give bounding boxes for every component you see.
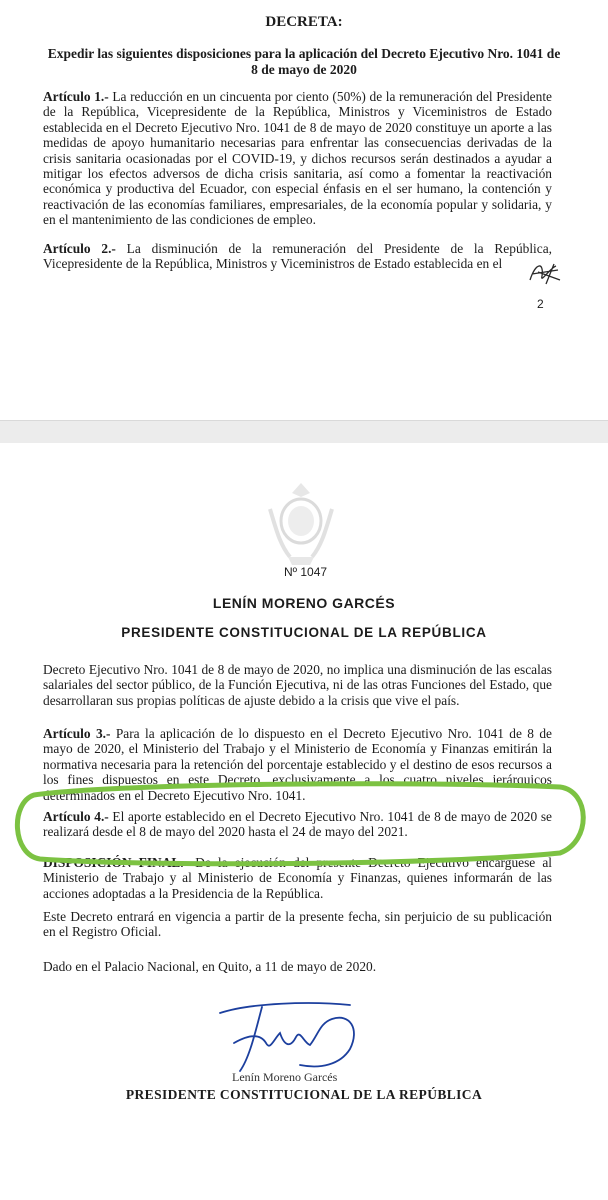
disposicion-final-text: De la ejecución del presente Decreto Ejecutivo encárguese al Ministerio de Trabajo y al Ministerio de Economía y Finanzas, quienes informarán de las acciones adoptadas a la Presidencia de la República. — [43, 855, 552, 901]
signature — [200, 999, 370, 1079]
expedir-heading-text: Expedir las siguientes disposiciones para la aplicación del Decreto Ejecutivo Nro. 1041 de 8 de mayo de 2020 — [47, 46, 561, 77]
signer-title: PRESIDENTE CONSTITUCIONAL DE LA REPÚBLICA — [125, 1087, 483, 1102]
president-name-heading: LENÍN MORENO GARCÉS — [212, 595, 396, 611]
expedir-heading — [0, 46, 608, 78]
initials-mark — [524, 258, 566, 288]
disposicion-final-label: DISPOSICIÓN FINAL.- — [43, 855, 189, 870]
articulo-3-label: Artículo 3.- — [43, 726, 111, 741]
vigencia-paragraph: Este Decreto entrará en vigencia a partir de la presente fecha, sin perjuicio de su publicación en el Registro Oficial. — [43, 909, 552, 940]
articulo-2 — [43, 241, 552, 272]
articulo-3 — [43, 726, 552, 803]
document-page-2 — [0, 443, 608, 1200]
articulo-1 — [43, 89, 552, 228]
coat-of-arms-emblem — [260, 479, 342, 569]
articulo-4-text: El aporte establecido en el Decreto Ejecutivo Nro. 1041 de 8 de mayo de 2020 se realizará desde el 8 de mayo del 2020 hasta el 24 de mayo del 2021. — [43, 809, 552, 840]
decreta-heading: DECRETA: — [265, 14, 343, 30]
decree-number: Nº 1047 — [284, 565, 328, 579]
articulo-2-label: Artículo 2.- — [43, 241, 116, 256]
continuation-paragraph: Decreto Ejecutivo Nro. 1041 de 8 de mayo de 2020, no implica una disminución de las escalas salariales del sector público, de la Función Ejecutiva, ni de las otras Funciones del Estado, que desarrollaran sus propias políticas de ajuste debido a la crisis que vive el país. — [43, 662, 552, 708]
articulo-2-text: La disminución de la remuneración del Presidente de la República, Vicepresidente de la República, Ministros y Viceministros de Estado establecida en el — [43, 241, 553, 272]
articulo-1-text: La reducción en un cincuenta por ciento (50%) de la remuneración del Presidente de la República, Vicepresidente de la República, Ministros y Viceministros de Estado establecida en el Decreto Ejecutivo Nro. 1041 de 8 de mayo de 2020 constituye un aporte a las medidas de apoyo humanitario necesarias para enfrentar las consecuencias derivadas de la crisis sanitaria ocasionadas por el COVID-19, y dichos recursos serán destinados a ayudar a mitigar los efectos adversos de dicha crisis sanitaria, así como a fomentar la reactivación económica y productiva del Ecuador, con especial énfasis en el ser humano, la contención y reactivación de las economías familiares, empresariales, de la economía popular y solidaria, y en el mantenimiento de las condiciones de empleo. — [43, 89, 552, 228]
articulo-4 — [43, 809, 552, 840]
articulo-4-label: Artículo 4.- — [43, 809, 109, 824]
dado-paragraph: Dado en el Palacio Nacional, en Quito, a 11 de mayo de 2020. — [43, 959, 377, 974]
articulo-3-text: Para la aplicación de lo dispuesto en el Decreto Ejecutivo Nro. 1041 de 8 de mayo de 2020, el Ministerio del Trabajo y el Ministerio de Economía y Finanzas emitirán la normativa necesaria para la retención del porcentaje establecido y el destino de esos recursos a los fines dispuestos en este Decreto, exclusivamente a los cuatro niveles jerárquicos determinados en el Decreto Ejecutivo Nro. 1041. — [43, 726, 552, 803]
document-page-1 — [0, 0, 608, 420]
president-title-heading: PRESIDENTE CONSTITUCIONAL DE LA REPÚBLICA — [121, 625, 487, 640]
page-separator — [0, 420, 608, 444]
disposicion-final — [43, 855, 552, 901]
page-number: 2 — [537, 297, 544, 311]
articulo-1-label: Artículo 1.- — [43, 89, 109, 104]
signer-name: Lenín Moreno Garcés — [232, 1070, 338, 1084]
